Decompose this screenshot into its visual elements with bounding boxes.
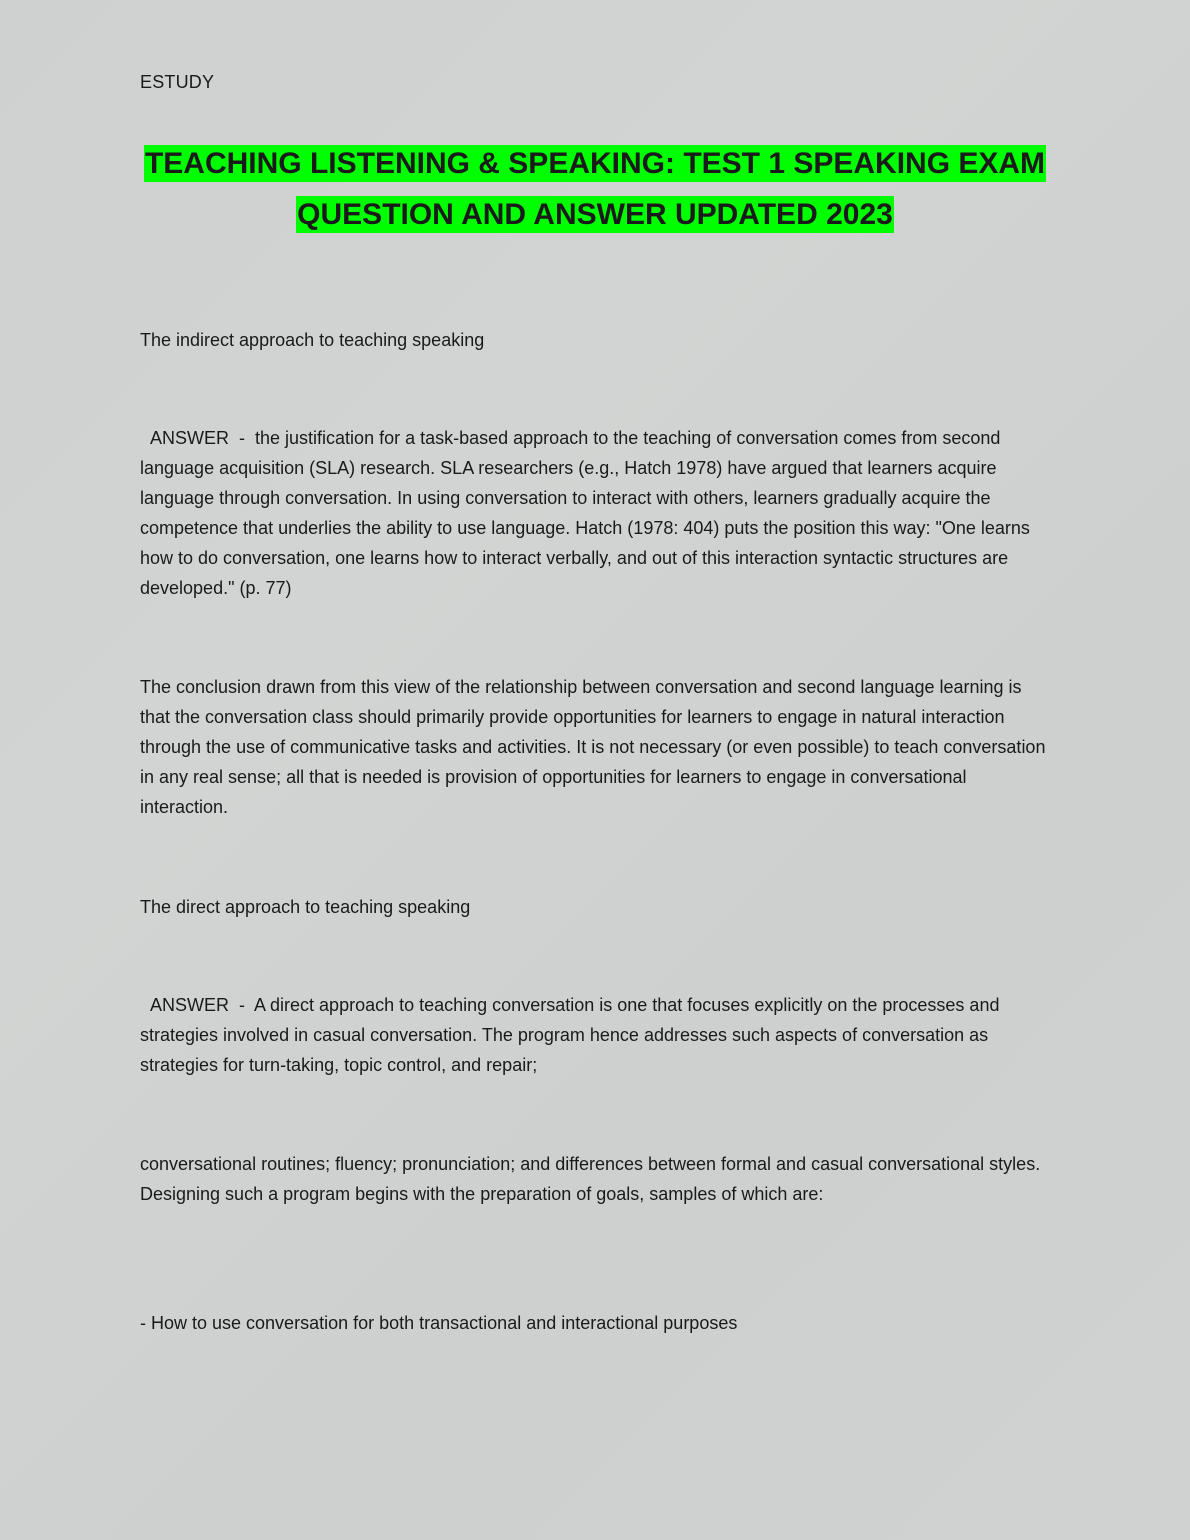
answer-1-label: ANSWER -	[150, 428, 256, 448]
answer-1-paragraph-2: The conclusion drawn from this view of the relationship between conversation and second language learning is that the conversation class should primarily provide opportunities for learners to engage in natural interaction through the use of communicative tasks and activities. It is not necessary (or even possible) to teach conversation in any real sense; all that is needed is provision of opportunities for learners to engage in conversational interaction.	[140, 677, 1046, 817]
header-label: ESTUDY	[140, 72, 215, 92]
document-title	[100, 138, 1090, 240]
question-1: The indirect approach to teaching speaking	[140, 330, 485, 350]
answer-1-text: the justification for a task-based approach to the teaching of conversation comes from second language acquisition (SLA) research. SLA researchers (e.g., Hatch 1978) have argued that learners acquire language through conversation. In using conversation to interact with others, learners gradually acquire the competence that underlies the ability to use language. Hatch (1978: 404) puts the position this way: "One learns how to do conversation, one learns how to interact verbally, and out of this interaction syntactic structures are developed." (p. 77)	[140, 428, 1030, 598]
answer-2-text: A direct approach to teaching conversation is one that focuses explicitly on the processes and strategies involved in casual conversation. The program hence addresses such aspects of conversation as strategies for turn-taking, topic control, and repair;	[140, 995, 1000, 1075]
title-highlight: TEACHING LISTENING & SPEAKING: TEST 1 SPEAKING EXAM QUESTION AND ANSWER UPDATED 2023	[144, 147, 1046, 231]
answer-2-paragraph-2: conversational routines; fluency; pronunciation; and differences between formal and casual conversational styles. Designing such a program begins with the preparation of goals, samples of which are:	[140, 1154, 1041, 1204]
answer-1	[140, 423, 1055, 603]
question-2: The direct approach to teaching speaking	[140, 897, 471, 917]
answer-2	[140, 990, 1055, 1080]
list-item: - How to use conversation for both transactional and interactional purposes	[140, 1313, 738, 1333]
answer-2-label: ANSWER -	[150, 995, 255, 1015]
